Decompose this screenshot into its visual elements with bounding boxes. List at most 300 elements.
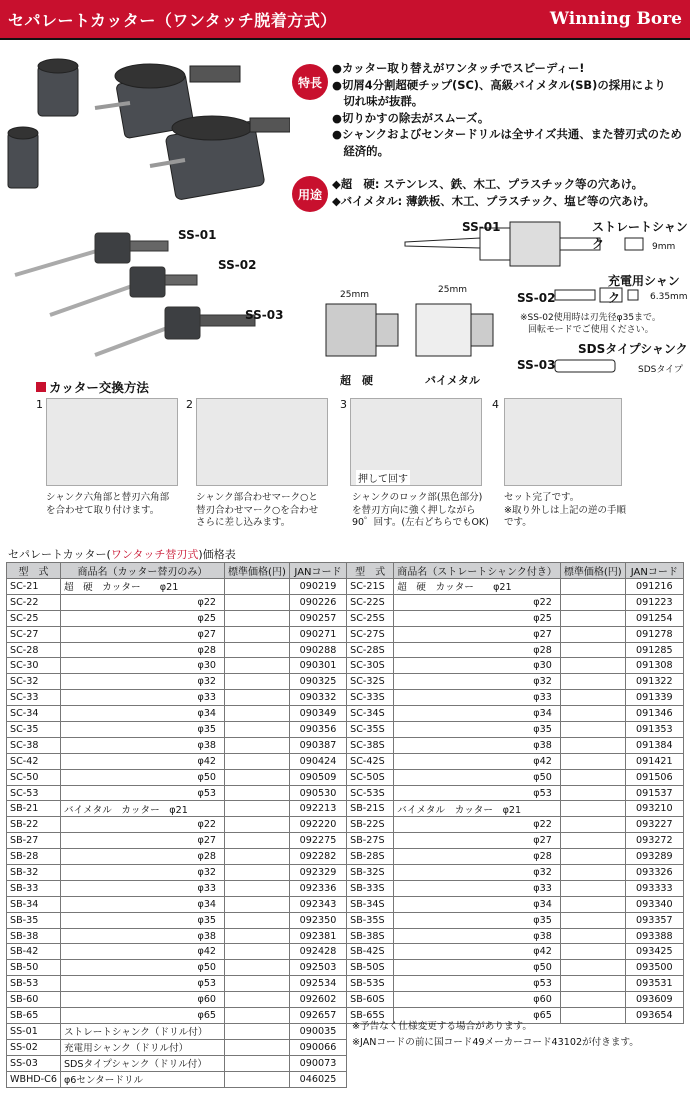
table-cell: 090035	[289, 1023, 346, 1039]
table-cell	[225, 706, 290, 722]
table-cell: SC-34S	[347, 706, 394, 722]
table-row	[7, 801, 684, 817]
col-header: 商品名（カッター替刃のみ）	[60, 563, 224, 579]
step-number: 1	[36, 398, 43, 411]
table-cell: SB-34	[7, 896, 61, 912]
table-cell: φ34	[394, 706, 561, 722]
col-header: JANコード	[289, 563, 346, 579]
table-cell	[225, 992, 290, 1008]
table-cell	[225, 690, 290, 706]
table-cell	[225, 880, 290, 896]
table-blank	[347, 1055, 684, 1071]
table-cell: φ30	[60, 658, 224, 674]
table-cell: 093272	[625, 833, 683, 849]
table-cell: 046025	[289, 1071, 346, 1087]
table-cell: SC-33	[7, 690, 61, 706]
table-cell: φ50	[60, 769, 224, 785]
table-cell	[560, 801, 625, 817]
col-header: 標準価格(円)	[560, 563, 625, 579]
table-cell: 091285	[625, 642, 683, 658]
diagram-ss03: SS-03	[517, 358, 556, 372]
table-cell	[225, 865, 290, 881]
col-header: 型 式	[347, 563, 394, 579]
feature-line: ●切りかすの除去がスムーズ。	[332, 110, 490, 125]
price-table-title: セパレートカッター(ワンタッチ替刃式)価格表	[8, 548, 236, 561]
table-cell: バイメタル カッター φ21	[394, 801, 561, 817]
table-cell	[225, 579, 290, 595]
table-cell: 093654	[625, 1008, 683, 1024]
table-cell: SC-53	[7, 785, 61, 801]
col-header: JANコード	[625, 563, 683, 579]
table-row	[7, 960, 684, 976]
col-header: 商品名（ストレートシャンク付き）	[394, 563, 561, 579]
table-cell: φ60	[394, 992, 561, 1008]
table-cell: SC-22S	[347, 594, 394, 610]
step-photo-4	[504, 398, 622, 486]
table-cell: φ32	[394, 674, 561, 690]
table-cell: 092657	[289, 1008, 346, 1024]
table-cell: φ25	[394, 610, 561, 626]
table-cell: φ33	[394, 880, 561, 896]
table-cell: φ34	[60, 896, 224, 912]
table-cell: SS-03	[7, 1055, 61, 1071]
table-cell: φ50	[394, 960, 561, 976]
table-cell: SB-60	[7, 992, 61, 1008]
table-cell: 091308	[625, 658, 683, 674]
table-cell	[560, 737, 625, 753]
table-cell	[225, 960, 290, 976]
table-cell: SC-25S	[347, 610, 394, 626]
table-cell: 超 硬 カッター φ21	[60, 579, 224, 595]
table-cell: SC-32	[7, 674, 61, 690]
table-cell: 092282	[289, 849, 346, 865]
table-cell: SC-27	[7, 626, 61, 642]
table-cell: φ6センタードリル	[60, 1071, 224, 1087]
table-cell: WBHD-C6	[7, 1071, 61, 1087]
table-cell: 092220	[289, 817, 346, 833]
table-cell	[225, 1008, 290, 1024]
table-cell: SB-21	[7, 801, 61, 817]
table-cell: φ28	[394, 642, 561, 658]
page-title: セパレートカッター（ワンタッチ脱着方式）	[8, 10, 337, 30]
table-cell: φ50	[60, 960, 224, 976]
push-label: 押して回す	[356, 470, 410, 485]
table-cell: 超 硬 カッター φ21	[394, 579, 561, 595]
table-cell	[225, 896, 290, 912]
table-row	[7, 928, 684, 944]
diagram-ss02: SS-02	[517, 291, 556, 305]
table-cell: 093500	[625, 960, 683, 976]
table-row	[7, 594, 684, 610]
table-cell	[225, 785, 290, 801]
table-cell: φ53	[60, 785, 224, 801]
table-cell	[560, 928, 625, 944]
diagram-note1: ※SS-02使用時は刃先径φ35まで。	[520, 313, 661, 323]
table-row	[7, 674, 684, 690]
table-cell: SB-33	[7, 880, 61, 896]
table-cell: 091353	[625, 722, 683, 738]
table-cell: 092213	[289, 801, 346, 817]
table-cell: 090356	[289, 722, 346, 738]
table-row	[7, 896, 684, 912]
table-cell	[225, 1039, 290, 1055]
table-cell: SC-38	[7, 737, 61, 753]
usage-line: ◆超 硬: ステンレス、鉄、木工、プラスチック等の穴あけ。	[332, 177, 643, 191]
table-cell: φ30	[394, 658, 561, 674]
feature-line: 経済的。	[332, 143, 389, 158]
table-row	[7, 1055, 684, 1071]
table-cell	[225, 753, 290, 769]
table-cell: 091421	[625, 753, 683, 769]
table-cell: φ35	[394, 722, 561, 738]
table-cell: 091506	[625, 769, 683, 785]
table-cell: 093388	[625, 928, 683, 944]
table-cell: SB-35S	[347, 912, 394, 928]
table-cell: φ38	[60, 737, 224, 753]
table-cell: SB-28	[7, 849, 61, 865]
table-cell	[225, 976, 290, 992]
table-cell: 091346	[625, 706, 683, 722]
table-cell: 092534	[289, 976, 346, 992]
table-cell: φ50	[394, 769, 561, 785]
table-cell: SC-42S	[347, 753, 394, 769]
table-cell	[225, 594, 290, 610]
table-cell	[560, 706, 625, 722]
features-list	[332, 60, 682, 159]
table-cell	[225, 1055, 290, 1071]
usage-line: ◆バイメタル: 薄鉄板、木工、プラスチック、塩ビ等の穴あけ。	[332, 193, 655, 208]
table-row	[7, 690, 684, 706]
table-cell	[560, 944, 625, 960]
table-cell	[560, 769, 625, 785]
table-cell: φ34	[394, 896, 561, 912]
table-cell: φ27	[60, 833, 224, 849]
table-cell: φ32	[394, 865, 561, 881]
table-cell: SC-42	[7, 753, 61, 769]
table-cell: SC-28S	[347, 642, 394, 658]
table-cell: φ27	[60, 626, 224, 642]
table-cell: 090387	[289, 737, 346, 753]
table-cell	[560, 610, 625, 626]
table-cell: 091254	[625, 610, 683, 626]
table-row	[7, 880, 684, 896]
table-cell: φ35	[394, 912, 561, 928]
table-cell	[560, 976, 625, 992]
table-cell: 090530	[289, 785, 346, 801]
usage-badge: 用途	[292, 176, 328, 212]
table-cell: 091322	[625, 674, 683, 690]
dim-25a: 25mm	[340, 290, 369, 300]
table-cell: SB-65	[7, 1008, 61, 1024]
diagram-sdstype: SDSタイプ	[638, 365, 683, 375]
table-cell: φ65	[394, 1008, 561, 1024]
table-cell: φ32	[60, 674, 224, 690]
shank-label-ss01: SS-01	[178, 228, 217, 242]
table-cell: バイメタル カッター φ21	[60, 801, 224, 817]
table-cell	[225, 944, 290, 960]
table-cell: 093227	[625, 817, 683, 833]
table-cell	[225, 928, 290, 944]
table-cell: 092381	[289, 928, 346, 944]
table-cell: 093609	[625, 992, 683, 1008]
table-cell: SB-22	[7, 817, 61, 833]
table-cell: SB-27S	[347, 833, 394, 849]
table-cell: φ25	[60, 610, 224, 626]
table-cell: SB-27	[7, 833, 61, 849]
table-row	[7, 849, 684, 865]
table-cell	[225, 658, 290, 674]
table-row	[7, 658, 684, 674]
table-cell: SC-35S	[347, 722, 394, 738]
table-cell: 091537	[625, 785, 683, 801]
table-cell: SC-21	[7, 579, 61, 595]
diagram-sds: SDSタイプシャンク	[578, 342, 688, 356]
table-cell: 093531	[625, 976, 683, 992]
table-cell: φ27	[394, 626, 561, 642]
table-cell: ストレートシャンク（ドリル付）	[60, 1023, 224, 1039]
table-cell: SB-60S	[347, 992, 394, 1008]
table-cell: 093326	[625, 865, 683, 881]
table-cell: SS-02	[7, 1039, 61, 1055]
table-cell: φ33	[60, 690, 224, 706]
table-cell: φ33	[60, 880, 224, 896]
table-cell: SC-32S	[347, 674, 394, 690]
table-cell: 090349	[289, 706, 346, 722]
header-bar	[0, 0, 690, 40]
table-cell: SB-53S	[347, 976, 394, 992]
table-cell: 090424	[289, 753, 346, 769]
table-cell: φ33	[394, 690, 561, 706]
table-cell: SB-21S	[347, 801, 394, 817]
table-row	[7, 833, 684, 849]
table-cell: SB-33S	[347, 880, 394, 896]
table-cell: SC-35	[7, 722, 61, 738]
table-row	[7, 769, 684, 785]
table-cell	[560, 833, 625, 849]
table-cell	[560, 594, 625, 610]
col-header: 標準価格(円)	[225, 563, 290, 579]
table-cell: 092336	[289, 880, 346, 896]
table-cell	[560, 674, 625, 690]
table-cell: SB-34S	[347, 896, 394, 912]
carbide-label: 超 硬	[340, 374, 373, 387]
table-cell: φ42	[394, 753, 561, 769]
table-cell: SC-38S	[347, 737, 394, 753]
step-photo-2	[196, 398, 328, 486]
table-cell: φ53	[394, 976, 561, 992]
price-table	[6, 562, 684, 1088]
table-cell: φ38	[60, 928, 224, 944]
table-cell: φ65	[60, 1008, 224, 1024]
table-cell: SC-22	[7, 594, 61, 610]
table-cell	[560, 785, 625, 801]
table-cell: φ22	[60, 594, 224, 610]
table-row	[7, 785, 684, 801]
table-cell	[225, 817, 290, 833]
table-cell: SB-38S	[347, 928, 394, 944]
table-cell: 092350	[289, 912, 346, 928]
col-header: 型 式	[7, 563, 61, 579]
table-cell	[225, 626, 290, 642]
note-line: ※予告なく仕様変更する場合があります。	[352, 1021, 532, 1032]
table-cell: φ53	[60, 976, 224, 992]
feature-line: ●シャンクおよびセンタードリルは全サイズ共通、また替刃式のため	[332, 127, 682, 141]
table-row	[7, 642, 684, 658]
table-cell	[225, 737, 290, 753]
table-cell: SB-32	[7, 865, 61, 881]
table-cell	[560, 960, 625, 976]
price-header-row	[7, 563, 684, 579]
brand-logo: Winning Bore	[549, 9, 682, 29]
table-cell	[225, 801, 290, 817]
table-row	[7, 626, 684, 642]
table-cell: SC-30	[7, 658, 61, 674]
dim-25b: 25mm	[438, 285, 467, 295]
usage-list	[332, 176, 655, 209]
table-cell: 090325	[289, 674, 346, 690]
table-row	[7, 706, 684, 722]
step-photo-1	[46, 398, 178, 486]
table-row	[7, 722, 684, 738]
table-cell: 090288	[289, 642, 346, 658]
step-number: 2	[186, 398, 193, 411]
table-cell	[225, 610, 290, 626]
table-cell: 093333	[625, 880, 683, 896]
table-cell: 092343	[289, 896, 346, 912]
diagram-charge: 充電用シャンク	[608, 274, 680, 305]
table-cell	[560, 912, 625, 928]
table-cell: 090219	[289, 579, 346, 595]
table-cell: SB-53	[7, 976, 61, 992]
note-line: ※JANコードの前に国コード49メーカーコード43102が付きます。	[352, 1037, 639, 1048]
diagram-635: 6.35mm	[650, 292, 688, 302]
table-cell: SC-25	[7, 610, 61, 626]
table-row	[7, 865, 684, 881]
table-cell: SB-22S	[347, 817, 394, 833]
table-cell: 093425	[625, 944, 683, 960]
table-cell	[225, 674, 290, 690]
table-cell: SB-65S	[347, 1008, 394, 1024]
table-cell: SC-34	[7, 706, 61, 722]
table-cell	[225, 722, 290, 738]
table-cell	[560, 658, 625, 674]
table-cell	[560, 753, 625, 769]
table-cell	[225, 1023, 290, 1039]
bimetal-label: バイメタル	[425, 374, 480, 387]
table-row	[7, 737, 684, 753]
table-cell	[560, 849, 625, 865]
table-cell: SC-21S	[347, 579, 394, 595]
table-cell: 090073	[289, 1055, 346, 1071]
diagram-ss01: SS-01	[462, 220, 501, 234]
table-cell: 090271	[289, 626, 346, 642]
table-row	[7, 912, 684, 928]
table-cell: SDSタイプシャンク（ドリル付）	[60, 1055, 224, 1071]
table-row	[7, 992, 684, 1008]
table-cell	[560, 690, 625, 706]
table-cell: φ42	[394, 944, 561, 960]
table-row	[7, 976, 684, 992]
table-cell: φ28	[60, 642, 224, 658]
table-cell: 090332	[289, 690, 346, 706]
table-cell	[560, 896, 625, 912]
shank-label-ss02: SS-02	[218, 258, 257, 272]
table-cell: 090066	[289, 1039, 346, 1055]
step-number: 3	[340, 398, 347, 411]
table-cell: 091216	[625, 579, 683, 595]
table-cell: φ42	[60, 944, 224, 960]
table-cell: SS-01	[7, 1023, 61, 1039]
table-cell: 充電用シャンク（ドリル付）	[60, 1039, 224, 1055]
table-cell: 093357	[625, 912, 683, 928]
step-caption-1: シャンク六角部と替刃六角部 を合わせて取り付けます。	[46, 492, 170, 516]
table-cell: 092602	[289, 992, 346, 1008]
table-cell	[560, 626, 625, 642]
table-cell: SB-38	[7, 928, 61, 944]
table-cell: 091278	[625, 626, 683, 642]
table-cell: SC-53S	[347, 785, 394, 801]
table-cell: φ35	[60, 722, 224, 738]
table-cell: SC-33S	[347, 690, 394, 706]
table-cell: 090257	[289, 610, 346, 626]
table-cell	[225, 912, 290, 928]
table-cell	[225, 833, 290, 849]
table-cell: SC-28	[7, 642, 61, 658]
table-row	[7, 817, 684, 833]
price-notes	[352, 1019, 639, 1051]
table-cell: φ22	[394, 594, 561, 610]
table-blank	[347, 1071, 684, 1087]
table-cell	[560, 722, 625, 738]
table-cell: SC-50	[7, 769, 61, 785]
step-number: 4	[492, 398, 499, 411]
table-row	[7, 753, 684, 769]
table-cell	[560, 642, 625, 658]
table-cell: 092503	[289, 960, 346, 976]
table-cell: 090301	[289, 658, 346, 674]
table-cell	[225, 642, 290, 658]
table-cell: 093340	[625, 896, 683, 912]
table-cell: SB-50S	[347, 960, 394, 976]
table-cell	[560, 880, 625, 896]
table-cell: SB-28S	[347, 849, 394, 865]
shanks-illustration	[0, 215, 290, 365]
table-cell: 090509	[289, 769, 346, 785]
table-row	[7, 610, 684, 626]
table-row	[7, 1071, 684, 1087]
table-cell: 091339	[625, 690, 683, 706]
table-cell: SB-42S	[347, 944, 394, 960]
table-cell: 092275	[289, 833, 346, 849]
step-caption-4: セット完了です。 ※取り外しは上記の逆の手順 です。	[504, 492, 626, 528]
table-cell: SC-30S	[347, 658, 394, 674]
diagram-straight: ストレートシャンク	[592, 220, 688, 251]
step-caption-2: シャンク部合わせマーク○と 替刃合わせマーク○を合わせ さらに差し込みます。	[196, 492, 319, 528]
table-cell	[225, 1071, 290, 1087]
table-cell: SC-27S	[347, 626, 394, 642]
table-cell: φ38	[394, 928, 561, 944]
table-cell	[560, 817, 625, 833]
table-row	[7, 944, 684, 960]
cutter-sections	[318, 292, 508, 370]
table-cell: φ22	[394, 817, 561, 833]
cutters-illustration	[0, 48, 290, 208]
table-cell: φ38	[394, 737, 561, 753]
table-cell: 091223	[625, 594, 683, 610]
table-cell: φ22	[60, 817, 224, 833]
shank-label-ss03: SS-03	[245, 308, 284, 322]
table-cell	[560, 865, 625, 881]
